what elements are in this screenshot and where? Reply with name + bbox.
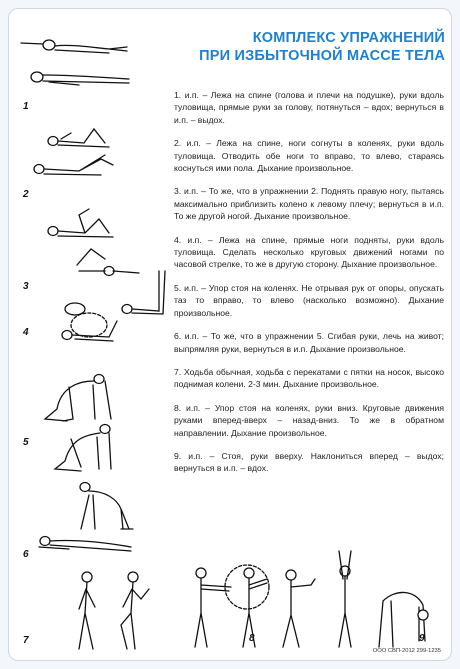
figure-lying-arms-up bbox=[21, 40, 127, 53]
figure-number-1: 1 bbox=[23, 101, 29, 112]
figure-kneeling-upright bbox=[80, 483, 133, 530]
exercise-item: 8. и.п. – Упор стоя на коленях, руки вниз. Круговые движения руками вперед-вверх – назад-вниз. То же в обратном направлении. Дыхание произвольное. bbox=[174, 402, 444, 438]
exercise-list bbox=[174, 89, 444, 486]
figure-number-8: 8 bbox=[249, 633, 255, 644]
figure-number-6: 6 bbox=[23, 549, 29, 560]
figure-number-9: 9 bbox=[419, 633, 425, 644]
figure-number-3: 3 bbox=[23, 281, 29, 292]
figure-arms-up bbox=[339, 551, 351, 647]
figure-number-2: 2 bbox=[23, 189, 29, 200]
page-title bbox=[179, 29, 445, 65]
exercise-item: 6. и.п. – То же, что в упражнении 5. Сгибая руки, лечь на живот; выпрямляя руки, вернуться в и.п. Дыхание произвольное. bbox=[174, 331, 444, 354]
figure-knees-bent bbox=[48, 129, 109, 147]
figure-arm-circles bbox=[225, 565, 269, 647]
title-line-2: ПРИ ИЗБЫТОЧНОЙ МАССЕ ТЕЛА bbox=[199, 48, 445, 64]
figure-number-4: 4 bbox=[23, 327, 29, 338]
exercise-sheet bbox=[8, 8, 452, 661]
figure-legs-vertical bbox=[122, 271, 165, 314]
figure-prone bbox=[39, 537, 131, 552]
bottom-illustrations bbox=[179, 549, 449, 659]
exercise-item: 9. и.п. – Стоя, руки вверху. Наклониться вперед – выдох; вернуться в и.п. – вдох. bbox=[174, 450, 444, 474]
figure-knees-side bbox=[34, 155, 113, 175]
figure-walking-1 bbox=[79, 572, 95, 649]
exercise-item: 2. и.п. – Лежа на спине, ноги согнуты в коленях, руки вдоль туловища. Отводить обе ноги то вправо, то влево, стараясь коснуться ими пола. Дыхание произвольное. bbox=[174, 138, 444, 174]
exercise-item: 4. и.п. – Лежа на спине, прямые ноги подняты, руки вдоль туловища. Сделать несколько круговых движений ногами по часовой стрелке, то же в другую сторону. Дыхание произвольное. bbox=[174, 234, 444, 270]
title-line-1: КОМПЛЕКС УПРАЖНЕНИЙ bbox=[252, 30, 445, 46]
figure-kneeling-pelvis bbox=[55, 425, 111, 472]
figure-walking-2 bbox=[121, 572, 149, 649]
figure-kneeling-support bbox=[45, 375, 111, 422]
figure-number-5: 5 bbox=[23, 437, 29, 448]
exercise-illustrations bbox=[9, 9, 179, 661]
exercise-item: 3. и.п. – То же, что в упражнении 2. Поднять правую ногу, пытаясь максимально приблизить колено к левому плечу; вернуться в и.п. То же другой ногой. Дыхание произвольное. bbox=[174, 186, 444, 222]
exercise-item: 5. и.п. – Упор стоя на коленях. Не отрывая рук от опоры, опускать таз то вправо, то влево (насколько возможно). Дыхание произвольное. bbox=[174, 282, 444, 318]
exercise-item: 1. и.п. – Лежа на спине (голова и плечи на подушке), руки вдоль туловища, прямые руки за голову, потянуться – вдох; вернуться в и.п. – выдох. bbox=[174, 90, 444, 125]
figure-legs-up-circle bbox=[62, 303, 117, 341]
figure-lying-arms-down bbox=[31, 72, 129, 85]
figure-number-7: 7 bbox=[23, 635, 29, 646]
figure-leg-raise bbox=[77, 249, 139, 276]
footer-code: ООО СВП-2012 299-1235 bbox=[372, 648, 441, 654]
figure-standing-bend bbox=[283, 570, 315, 647]
figure-knee-to-shoulder bbox=[48, 209, 113, 237]
exercise-item: 7. Ходьба обычная, ходьба с перекатами с пятки на носок, высоко поднимая колени. 2-3 мин. Дыхание произвольное. bbox=[174, 366, 444, 390]
